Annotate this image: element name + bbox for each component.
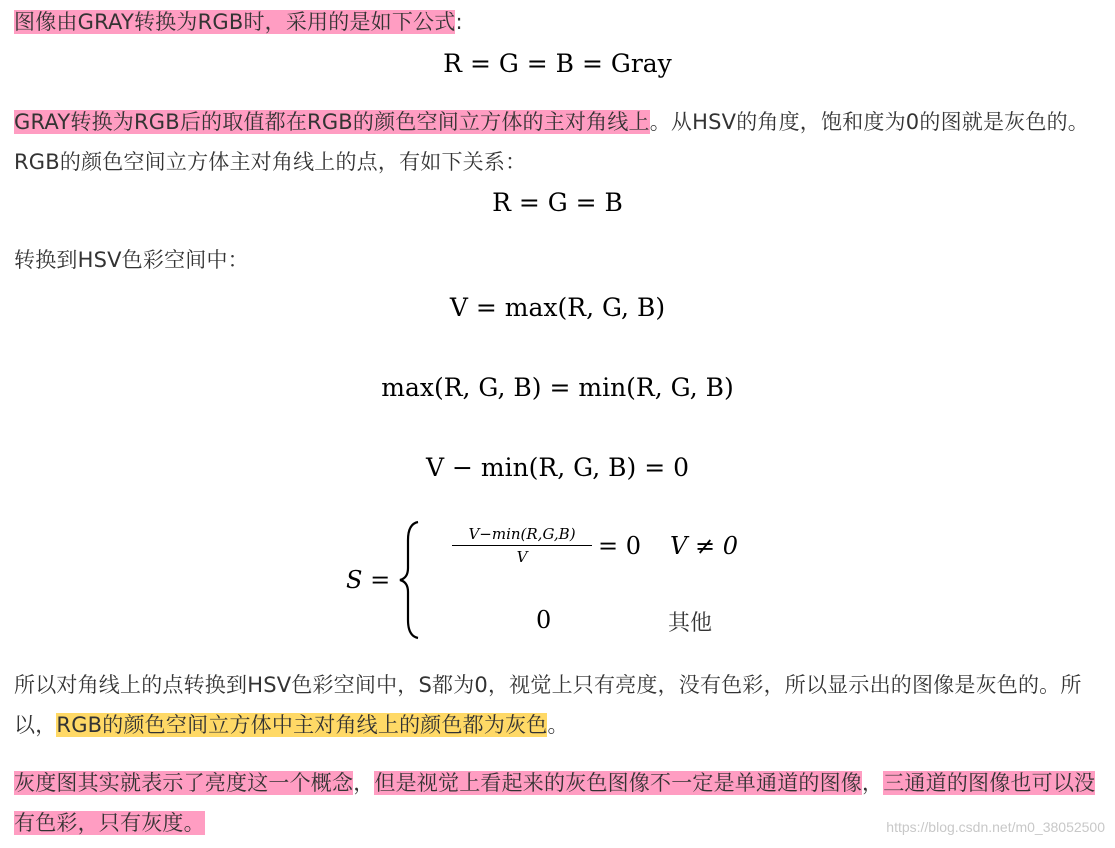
paragraph-4-text: 所以对角线上的点转换到HSV色彩空间中，S都为0，视觉上只有亮度，没有色彩，所以显示出的图像是灰色的。所以， [14,673,1082,737]
separator-1: ， [353,771,375,795]
paragraph-1-rest: : [455,10,463,34]
watermark: https://blog.csdn.net/m0_38052500 [886,819,1105,835]
left-brace-icon [398,520,420,640]
case2-value: 0 [536,606,552,634]
fraction-numerator: V−min(R,G,B) [468,525,576,543]
case2-condition: 其他 [668,611,713,636]
highlight-5b: 但是视觉上看起来的灰色图像不一定是单通道的图像 [374,771,863,795]
case1-equals: = 0 [598,532,642,560]
paragraph-3: 转换到HSV色彩空间中： [14,248,249,272]
paragraph-2 [14,102,1104,182]
highlight-5c: 三通道的图像也可以没有色彩，只有灰度。 [14,771,1096,835]
equation-rgb: R = G = B [492,188,623,217]
piecewise-lhs: S = [346,566,391,594]
fraction-bar [452,545,592,546]
paragraph-4 [14,665,1104,745]
fraction-denominator: V [516,548,528,566]
highlight-4: RGB的颜色空间立方体中主对角线上的颜色都为灰色 [56,713,548,737]
equation-max-min: max(R, G, B) = min(R, G, B) [381,373,734,402]
piecewise-equation [340,520,760,650]
fraction [452,524,592,567]
paragraph-2-rest: 。从HSV的角度，饱和度为0的图就是灰色的。RGB的颜色空间立方体主对角线上的点，有如下关系： [14,110,1089,174]
separator-2: ， [862,771,884,795]
case1-condition: V ≠ 0 [670,532,738,560]
paragraph-1 [14,2,1104,42]
equation-gray: R = G = B = Gray [443,49,672,78]
highlight-1: 图像由GRAY转换为RGB时，采用的是如下公式 [14,10,456,34]
equation-v-min: V − min(R, G, B) = 0 [425,453,689,482]
highlight-2: GRAY转换为RGB后的取值都在RGB的颜色空间立方体的主对角线上 [14,110,650,134]
paragraph-4-rest: 。 [547,713,569,737]
equation-v: V = max(R, G, B) [449,293,666,322]
highlight-5a: 灰度图其实就表示了亮度这一个概念 [14,771,354,795]
